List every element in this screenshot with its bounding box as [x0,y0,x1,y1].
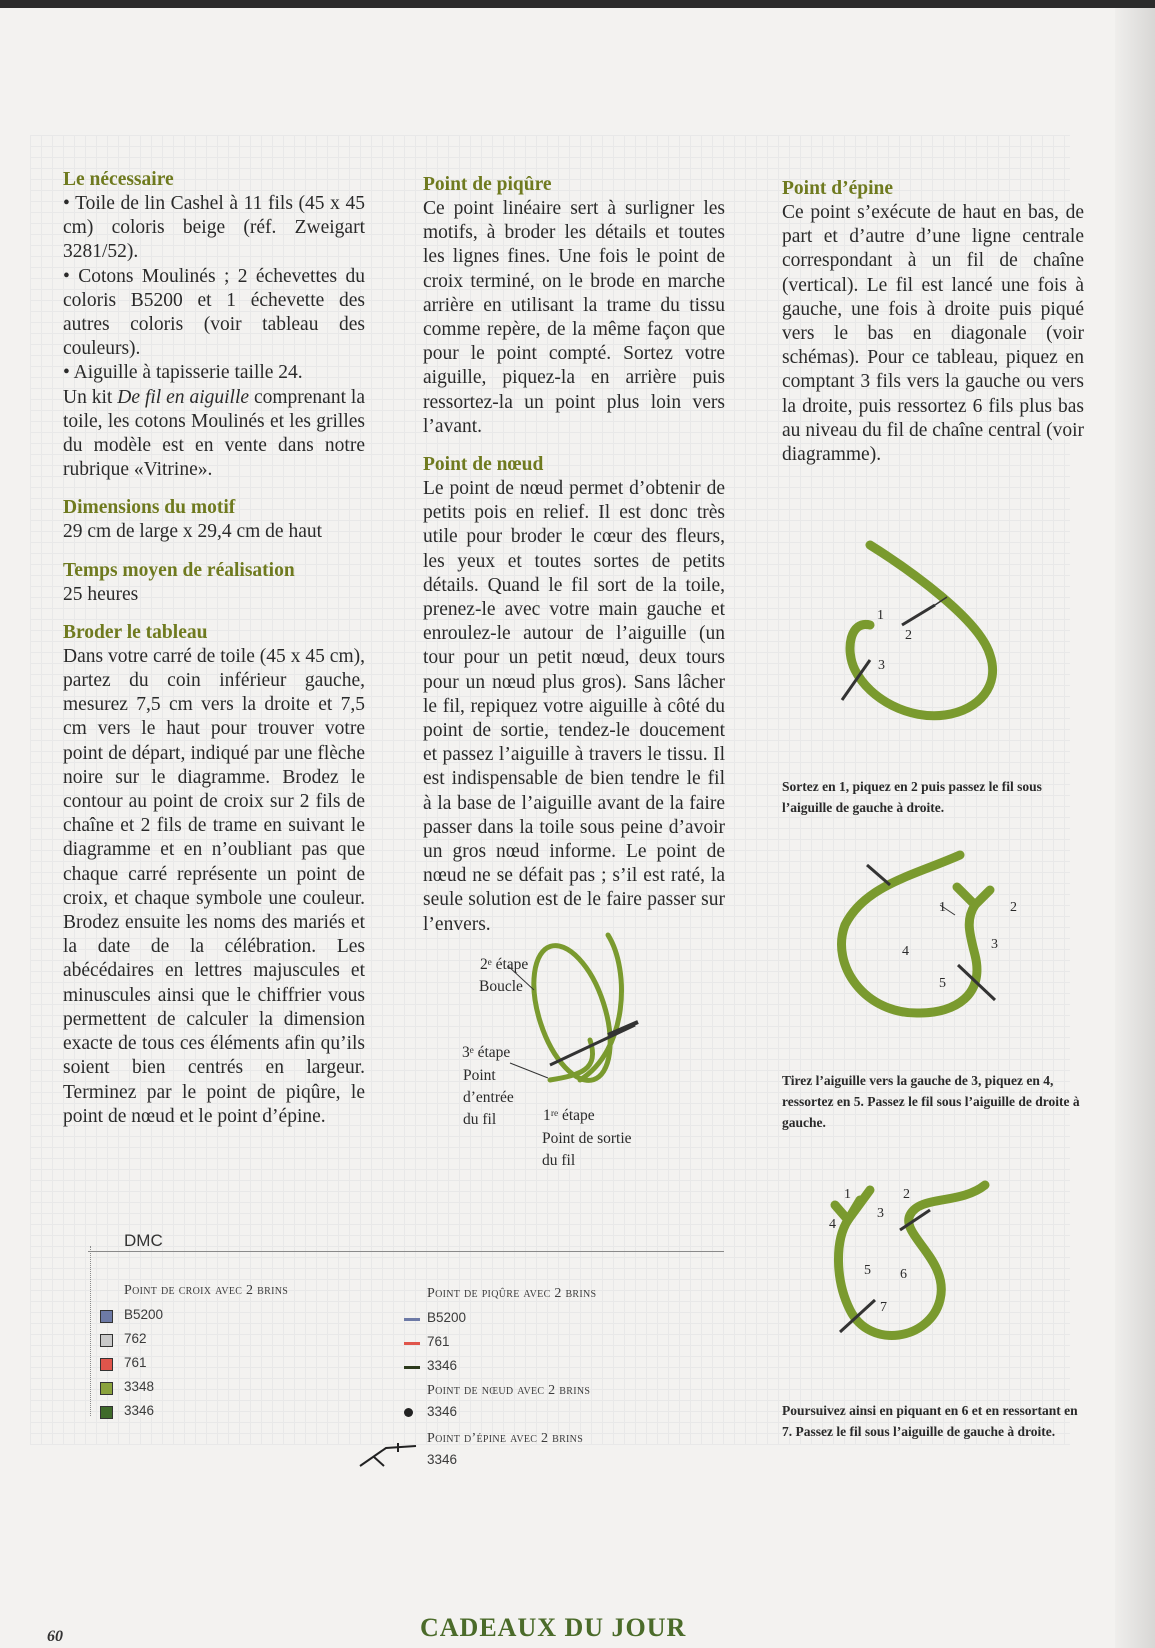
caption-1: Sortez en 1, piquez en 2 puis passez le fil sous l’aiguille de gauche à droite. [782,779,1042,815]
legend-cross-code: B5200 [124,1307,164,1322]
legend-backstitch-code: B5200 [427,1310,467,1325]
heading-epine: Point d’épine [782,178,894,199]
legend-swatch-3346 [100,1406,113,1419]
column-2 [423,173,725,937]
heading-dimensions: Dimensions du motif [63,497,236,519]
step-d3-5: 5 [864,1263,871,1278]
label-point: Point [463,1067,496,1084]
paragraph-noeud: Le point de nœud permet d’obtenir de petits pois en relief. Il est donc très utile pour broder le cœur des fleurs, les yeux et toutes sortes de petits détails. Quand le fil sort de la toile, prenez-le avec votre main gauche et enroulez-le autour de l’aiguille (un tour pour un petit nœud, deux tours pour un nœud plus gros). Sans lâcher le fil, repiquez votre aiguille à côté du point de sortie, tendez-le doucement et passez l’aiguille à travers le tissu. Il est indispensable de bien tendre le fil à la base de l’aiguille avant de la faire passer dans la toile sous peine d’avoir un gros nœud informe. Le point de nœud ne se défait pas ; s’il est raté, la seule solution est de le faire passer sur l’envers. [423,478,725,935]
legend-knot-title: Point de nœud avec 2 brins [427,1383,591,1398]
legend-backstitch-title: Point de piqûre avec 2 brins [427,1286,597,1301]
label-dufil1: du fil [463,1111,497,1128]
paragraph-dimensions: 29 cm de large x 29,4 cm de haut [63,521,323,543]
legend-swatch-B5200 [100,1310,113,1323]
legend-cross-code: 761 [124,1355,147,1370]
page-edge-shadow [1115,8,1155,1648]
label-sortie: Point de sortie [542,1130,632,1147]
legend-knot-code: 3346 [427,1404,458,1419]
legend-rule-left [90,1246,91,1416]
step-d2-5: 5 [939,976,946,991]
paragraph-cotons: • Cotons Moulinés ; 2 échevettes du coloris B5200 et 1 échevette des autres coloris (voir tableau des couleurs). [63,265,365,360]
step-2: 2 [905,628,912,643]
legend-title: DMC [124,1231,163,1250]
paragraph-toile: • Toile de lin Cashel à 11 fils (45 x 45 cm) coloris beige (réf. Zweigart 3281/52). [63,193,365,263]
label-dufil2: du fil [542,1152,576,1169]
column-3 [782,177,1084,467]
step-d2-4: 4 [902,944,909,959]
legend-swatch-3348 [100,1382,113,1395]
legend-rule-top [88,1251,724,1252]
label-etape3: 3ᵉ étape [462,1044,511,1061]
step-d3-3: 3 [877,1206,884,1221]
step-d3-6: 6 [900,1267,907,1282]
step-3: 3 [878,658,885,673]
legend-swatch-762 [100,1334,113,1347]
legend-backstitch-line-3346 [404,1366,420,1369]
label-entree: d’entrée [463,1089,514,1106]
legend-cross-title: Point de croix avec 2 brins [124,1283,289,1298]
label-etape2: 2ᵉ étape [480,956,529,973]
legend-feather-icon [358,1440,418,1470]
heading-necessaire: Le nécessaire [63,169,174,190]
legend-backstitch-line-761 [404,1342,420,1345]
label-boucle: Boucle [479,978,523,995]
legend-cross-code: 762 [124,1331,147,1346]
heading-broder: Broder le tableau [63,621,208,643]
heading-temps: Temps moyen de réalisation [63,559,295,581]
legend-feather-code: 3346 [427,1452,458,1467]
paragraph-temps: 25 heures [63,583,139,605]
legend-backstitch-code: 3346 [427,1358,458,1373]
paragraph-aiguille: • Aiguille à tapisserie taille 24. [63,362,303,384]
legend-backstitch-line-B5200 [404,1318,420,1321]
caption-2: Tirez l’aiguille vers la gauche de 3, piquez en 4, ressortez en 5. Passez le fil sous l’aiguille de droite à gauche. [782,1073,1080,1130]
top-edge [0,0,1155,8]
paragraph-epine: Ce point s’exécute de haut en bas, de part et d’autre d’une ligne centrale correspondant à un fil de chaîne (vertical). Le fil est lancé une fois à gauche, une fois à droite puis piqué vers le bas en diagonale (voir schémas). Pour ce tableau, piquez en comptant 3 fils vers la gauche ou vers la droite, puis ressortez 6 fils plus bas au niveau du fil de chaîne central (voir diagramme). [782,202,1084,466]
column-1 [63,168,365,1129]
step-d2-2: 2 [1010,900,1017,915]
paragraph-piqure: Ce point linéaire sert à surligner les motifs, à broder les détails et toutes les lignes fines. Une fois le point de croix terminé, on le brode en marche arrière en utilisant la trame du tissu comme repère, de la même façon que pour le point compté. Sortez votre aiguille, piquez-la en arrière puis ressortez-la un point plus loin vers l’avant. [423,198,725,437]
footer-title: CADEAUX DU JOUR [420,1613,687,1642]
feather-diagram-1 [830,540,1030,740]
legend-cross-code: 3346 [124,1403,155,1418]
legend-cross-code: 3348 [124,1379,155,1394]
page-number: 60 [47,1628,63,1645]
paragraph-kit: Un kit De fil en aiguille comprenant la toile, les cotons Moulinés et les grilles du modèle est en vente dans notre rubrique «Vitrine». [63,386,365,481]
legend-backstitch-code: 761 [427,1334,450,1349]
step-d3-7: 7 [880,1300,887,1315]
legend-knot-dot [404,1408,413,1417]
heading-noeud: Point de nœud [423,454,544,476]
step-d3-4: 4 [829,1217,836,1232]
step-1: 1 [877,608,884,623]
caption-3: Poursuivez ainsi en piquant en 6 et en ressortant en 7. Passez le fil sous l’aiguille de gauche à droite. [782,1403,1078,1439]
step-d2-3: 3 [991,937,998,952]
legend-feather-title: Point d’épine avec 2 brins [427,1431,584,1446]
legend-swatch-761 [100,1358,113,1371]
heading-piqure: Point de piqûre [423,174,552,195]
paragraph-broder: Dans votre carré de toile (45 x 45 cm), partez du coin inférieur gauche, mesurez 7,5 cm vers la droite et 7,5 cm vers le haut pour trouver votre point de départ, indiqué par une flèche noire sur le diagramme. Brodez le contour au point de croix sur 2 fils de chaîne et 2 fils de trame en suivant le diagramme et en n’oubliant pas que chaque carré représente un point de croix, et chaque symbole une couleur. Brodez ensuite les noms des mariés et la date de la célébration. Les abécédaires en lettres majuscules et minuscules ainsi que le chiffrier vous permettent de calculer la dimension exacte de tous ces éléments afin qu’ils soient bien centrés en largeur. Terminez par le point de piqûre, le point de nœud et le point d’épine. [63,645,365,1127]
label-etape1: 1ʳᵉ étape [543,1107,595,1124]
feather-diagram-3 [830,1180,1030,1380]
step-d3-1: 1 [844,1187,851,1202]
step-d3-2: 2 [903,1187,910,1202]
step-d2-1: 1 [939,900,946,915]
